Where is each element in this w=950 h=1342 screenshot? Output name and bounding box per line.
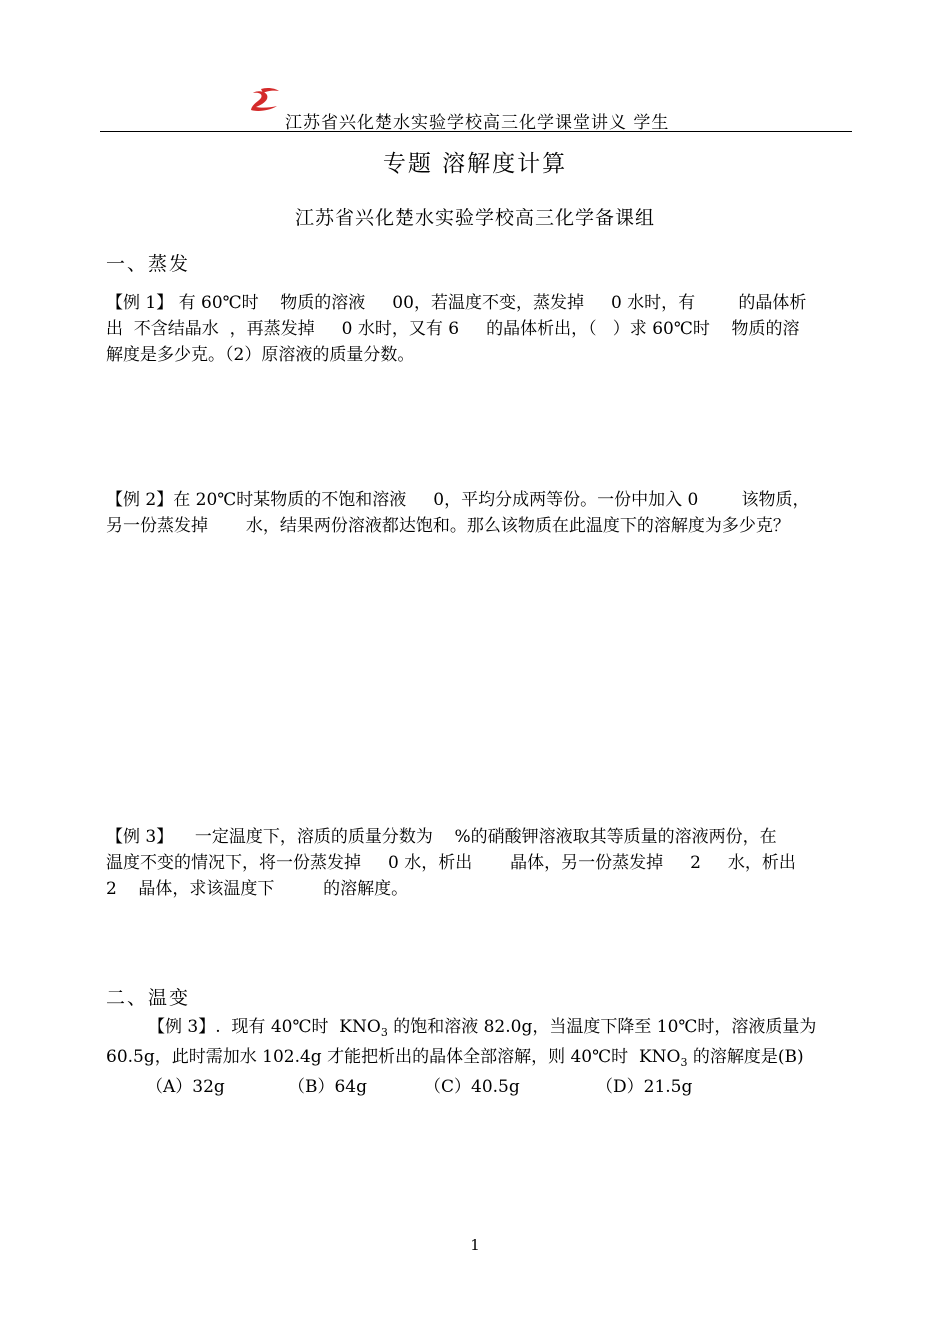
- page-subtitle: 江苏省兴化楚水实验学校高三化学备课组: [294, 207, 655, 229]
- example3-line3: 2 晶体，求该温度下 的溶解度。: [106, 879, 409, 899]
- example1-line2: 出 不含结晶水 ，再蒸发掉 0 水时，又有 6 的晶体析出，（ ）求 60℃时 物质的溶: [106, 319, 800, 339]
- school-logo-icon: [247, 86, 281, 114]
- option-a: （A）32g: [146, 1077, 225, 1097]
- example3-line2: 温度不变的情况下，将一份蒸发掉 0 水，析出 晶体，另一份蒸发掉 2 水，析出: [106, 853, 796, 873]
- page-number: 1: [470, 1236, 480, 1254]
- example1-line1: 【例 1】 有 60℃时 物质的溶液 00，若温度不变，蒸发掉 0 水时，有 的晶体析: [106, 293, 807, 313]
- section-heading-evaporation: 一、蒸发: [106, 253, 191, 275]
- subscript-3: 3: [680, 1056, 688, 1069]
- option-c: （C）40.5g: [424, 1077, 520, 1097]
- example-temp-line1-b: 的饱和溶液 82.0g，当温度下降至 10℃时，溶液质量为: [387, 1017, 817, 1037]
- example-temp-line1-a: 【例 3】. 现有 40℃时 KNO: [148, 1017, 381, 1037]
- header-divider: [100, 131, 852, 132]
- example-temp-line1: [148, 1014, 816, 1040]
- example-temp-line2-b: 的溶解度是(B): [687, 1047, 804, 1067]
- example3-line1: 【例 3】 一定温度下，溶质的质量分数为 %的硝酸钾溶液取其等质量的溶液两份，在: [106, 827, 777, 847]
- header-title: 江苏省兴化楚水实验学校高三化学课堂讲义 学生: [285, 113, 670, 133]
- example2-line2: 另一份蒸发掉 水，结果两份溶液都达饱和。那么该物质在此温度下的溶解度为多少克？: [106, 516, 790, 536]
- section-heading-temperature-change: 二、温变: [106, 987, 191, 1009]
- page-title: 专题 溶解度计算: [382, 151, 568, 177]
- example-temp-line2: [106, 1044, 804, 1070]
- subscript-3: 3: [380, 1026, 388, 1039]
- option-d: （D）21.5g: [596, 1077, 693, 1097]
- example2-line1: 【例 2】在 20℃时某物质的不饱和溶液 0，平均分成两等份。一份中加入 0 该物质，: [106, 490, 810, 510]
- example-temp-line2-a: 60.5g，此时需加水 102.4g 才能把析出的晶体全部溶解，则 40℃时 KNO: [106, 1047, 681, 1067]
- example1-line3: 解度是多少克。（2）原溶液的质量分数。: [106, 345, 415, 365]
- option-b: （B）64g: [288, 1077, 368, 1097]
